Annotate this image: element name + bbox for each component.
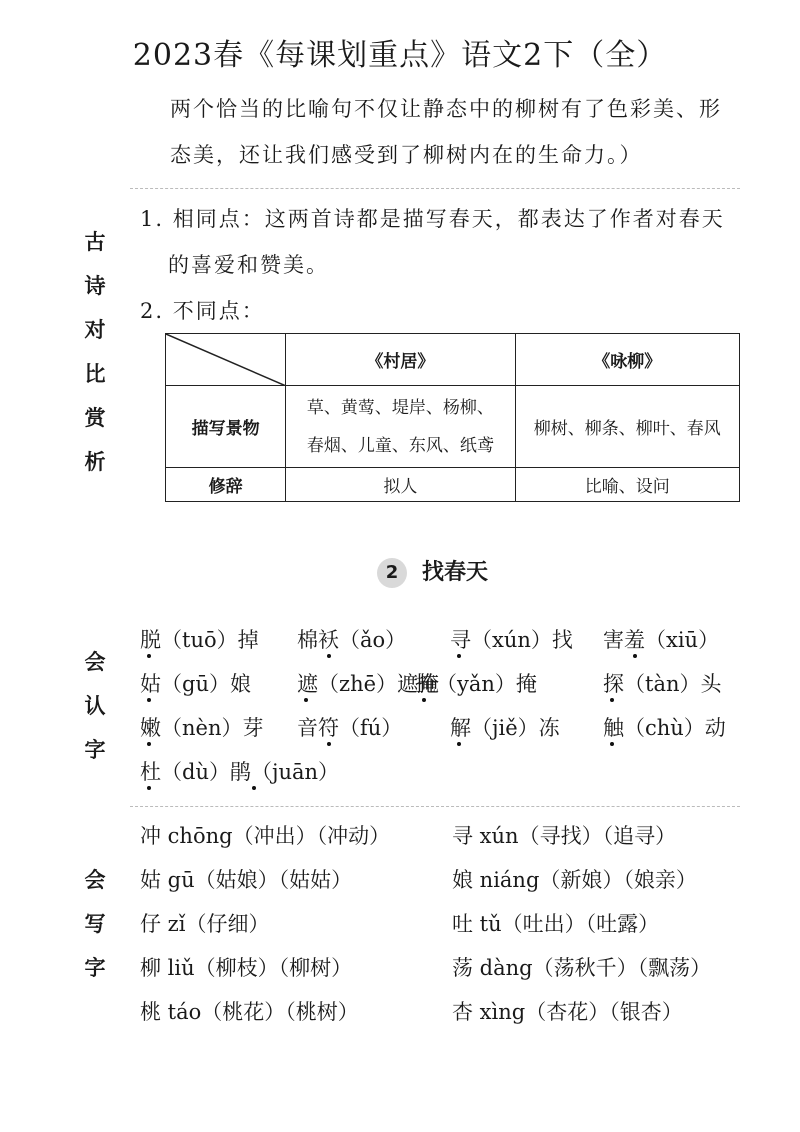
point-same (140, 196, 760, 288)
label-char: 析 (84, 450, 106, 474)
word-row (140, 618, 760, 662)
diagonal-line (166, 334, 286, 386)
word-item: 掩（yǎn）掩 (415, 662, 537, 706)
cell-line: 草、黄莺、堤岸、杨柳、 (306, 397, 494, 418)
label-char: 对 (84, 318, 106, 342)
word-row (140, 706, 760, 750)
intro-line-2: 态美，还让我们感受到了柳树内在的生命力。） (170, 143, 643, 167)
cell-line: 春烟、儿童、东风、纸鸢 (306, 435, 494, 456)
comparison-table (165, 333, 740, 502)
write-item: 柳 liǔ（柳枝）（柳树） (140, 956, 353, 980)
label-char: 诗 (84, 274, 106, 298)
label-char: 赏 (84, 406, 106, 430)
write-list-right (452, 814, 772, 1034)
table-row-label-rhetoric: 修辞 (166, 468, 286, 502)
write-item: 姑 gū（姑娘）（姑姑） (140, 868, 353, 892)
label-char: 古 (84, 230, 106, 254)
table-cell-yongliu-scenery: 柳树、柳条、柳叶、春风 (515, 386, 739, 468)
write-item: 荡 dàng（荡秋千）（飘荡） (452, 956, 712, 980)
section-label-write (80, 858, 110, 990)
word-item: 姑（gū）娘 (140, 662, 251, 706)
word-item: 探（tàn）头 (603, 662, 721, 706)
word-item: 嫩（nèn）芽 (140, 706, 263, 750)
label-char: 比 (84, 362, 106, 386)
point-same-line-2: 的喜爱和赞美。 (168, 253, 329, 277)
write-item: 寻 xún（寻找）（追寻） (452, 824, 677, 848)
word-row (140, 662, 760, 706)
label-char: 认 (84, 694, 106, 718)
lesson-title: 找春天 (422, 560, 489, 585)
table-cell-cunju-rhetoric: 拟人 (286, 468, 515, 502)
table-corner (166, 334, 286, 386)
label-char: 会 (84, 868, 106, 892)
point-diff: 2. 不同点： (140, 299, 265, 323)
page-title: 2023春《每课划重点》语文2下（全） (132, 38, 668, 73)
read-words (140, 618, 760, 798)
write-item: 杏 xìng（杏花）（银杏） (452, 1000, 683, 1024)
section-label-read (80, 640, 110, 772)
divider (130, 806, 740, 807)
write-item: 冲 chōng（冲出）（冲动） (140, 824, 391, 848)
word-item: 音符（fú） (297, 706, 402, 750)
point-same-line-1: 1. 相同点：这两首诗都是描写春天，都表达了作者对春天 (140, 207, 725, 231)
label-char: 字 (84, 738, 106, 762)
word-item: 杜（dù）鹃（juān） (140, 750, 339, 794)
word-item: 解（jiě）冻 (450, 706, 560, 750)
word-item: 脱（tuō）掉 (140, 618, 259, 662)
label-char: 写 (84, 912, 106, 936)
word-row (140, 750, 760, 794)
section-label-compare (80, 220, 110, 484)
lesson-number-badge: 2 (377, 558, 407, 588)
table-cell-yongliu-rhetoric: 比喻、设问 (515, 468, 739, 502)
word-item: 棉袄（ǎo） (297, 618, 406, 662)
word-item: 害羞（xiū） (603, 618, 719, 662)
write-list-left (140, 814, 450, 1034)
label-char: 会 (84, 650, 106, 674)
word-item: 寻（xún）找 (450, 618, 573, 662)
write-item: 吐 tǔ（吐出）（吐露） (452, 912, 660, 936)
word-item: 触（chù）动 (603, 706, 726, 750)
table-row-label-scenery: 描写景物 (166, 386, 286, 468)
table-header-yongliu: 《咏柳》 (515, 334, 739, 386)
divider (130, 188, 740, 189)
intro-line-1: 两个恰当的比喻句不仅让静态中的柳树有了色彩美、形 (170, 97, 722, 121)
write-item: 娘 niáng（新娘）（娘亲） (452, 868, 697, 892)
word-item: 遮（zhē）遮掩 (297, 662, 439, 706)
write-item: 仔 zǐ（仔细） (140, 912, 270, 936)
label-char: 字 (84, 956, 106, 980)
table-header-cunju: 《村居》 (286, 334, 515, 386)
write-item: 桃 táo（桃花）（桃树） (140, 1000, 359, 1024)
intro-paragraph (170, 86, 770, 178)
table-cell-cunju-scenery (286, 386, 515, 468)
